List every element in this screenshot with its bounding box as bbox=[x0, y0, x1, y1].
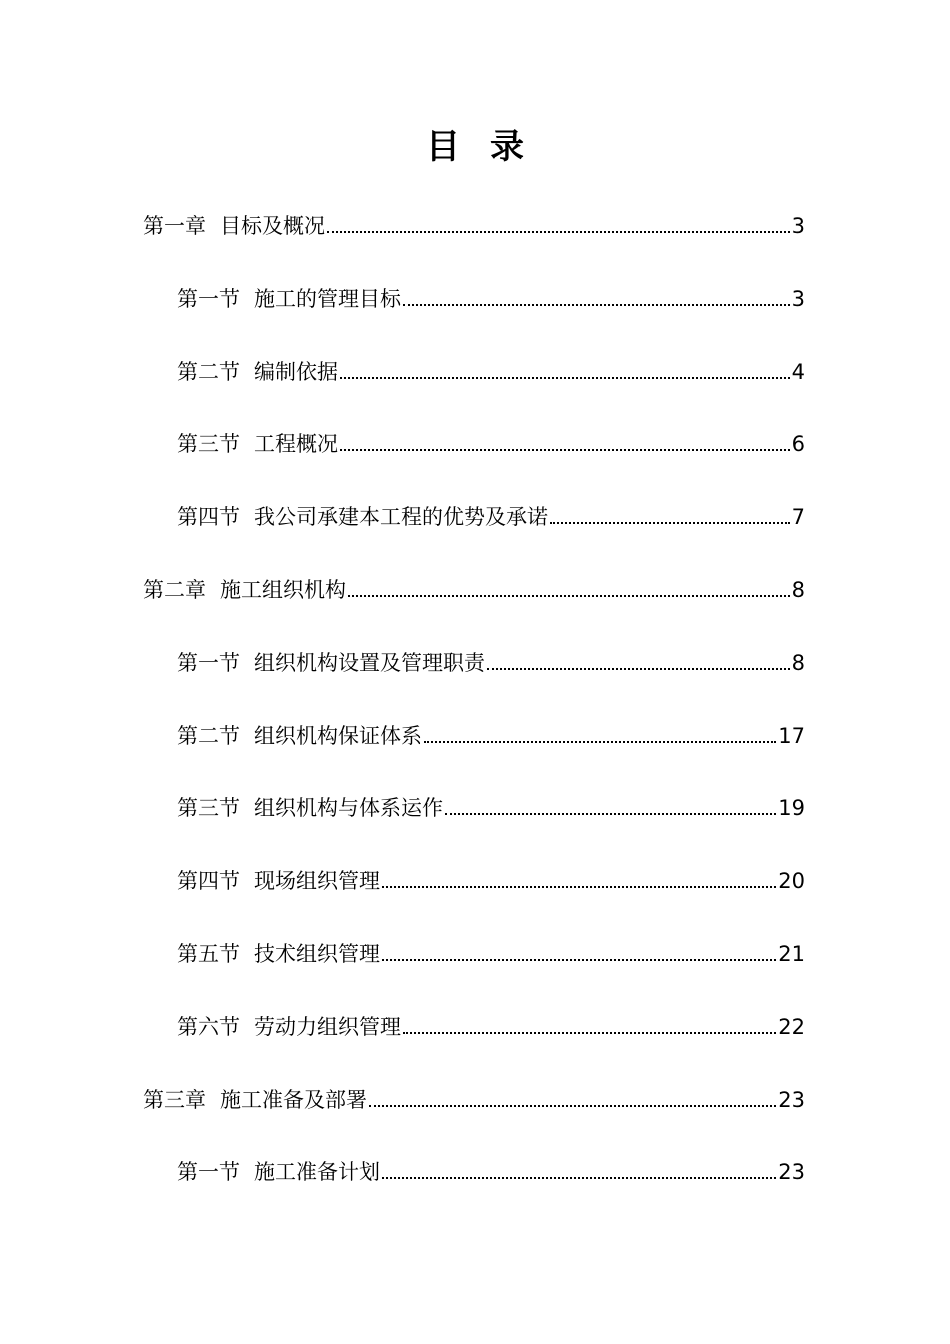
toc-leader-dots bbox=[340, 449, 790, 451]
toc-entry-label bbox=[177, 1158, 380, 1186]
toc-entry-label bbox=[177, 1013, 401, 1041]
toc-page-number: 8 bbox=[791, 650, 805, 675]
toc-leader-dots bbox=[550, 522, 790, 524]
toc-entry-title: 施工组织机构 bbox=[220, 578, 346, 602]
toc-entry-section[interactable] bbox=[177, 491, 805, 531]
toc-page-number: 19 bbox=[778, 796, 805, 821]
title-char-2: 录 bbox=[490, 127, 524, 167]
toc-entry-title: 编制依据 bbox=[254, 359, 338, 384]
toc-entry-section[interactable] bbox=[177, 855, 805, 895]
toc-entry-label bbox=[177, 940, 380, 968]
toc-page-number: 21 bbox=[778, 942, 805, 966]
toc-entry-number: 第四节 bbox=[177, 869, 240, 894]
toc-entry-title: 施工准备计划 bbox=[254, 1160, 380, 1185]
toc-entry-number: 第三章 bbox=[143, 1087, 206, 1112]
toc-entry-title: 现场组织管理 bbox=[254, 869, 380, 894]
toc-entry-title: 工程概况 bbox=[254, 432, 338, 457]
toc-entry-label bbox=[177, 358, 338, 386]
toc-entry-section[interactable] bbox=[177, 637, 805, 677]
toc-entry-title: 组织机构保证体系 bbox=[254, 723, 422, 748]
toc-entry-label bbox=[177, 794, 443, 822]
toc-leader-dots bbox=[445, 813, 776, 815]
toc-leader-dots bbox=[424, 741, 776, 743]
toc-entry-number: 第三节 bbox=[177, 796, 240, 821]
toc-entry-title: 我公司承建本工程的优势及承诺 bbox=[254, 505, 548, 530]
toc-entry-number: 第一章 bbox=[143, 214, 206, 238]
toc-leader-dots bbox=[369, 1105, 776, 1107]
toc-entry-label bbox=[143, 1086, 367, 1114]
toc-entry-title: 施工的管理目标 bbox=[254, 286, 401, 311]
toc-entry-number: 第一节 bbox=[177, 286, 240, 311]
toc-entry-chapter[interactable] bbox=[143, 200, 805, 240]
toc-entry-label bbox=[177, 503, 548, 531]
toc-entry-label bbox=[177, 867, 380, 895]
toc-entry-section[interactable] bbox=[177, 1001, 805, 1041]
toc-page-number: 20 bbox=[778, 869, 805, 894]
toc-leader-dots bbox=[382, 1177, 776, 1179]
toc-leader-dots bbox=[403, 304, 790, 306]
toc-entry-number: 第一节 bbox=[177, 1160, 240, 1185]
toc-page-number: 3 bbox=[791, 286, 805, 311]
toc-entry-title: 目标及概况 bbox=[220, 214, 325, 238]
toc-page-number: 4 bbox=[791, 359, 805, 384]
toc-entry-number: 第四节 bbox=[177, 505, 240, 530]
toc-entry-title: 组织机构与体系运作 bbox=[254, 796, 443, 821]
toc-entry-label bbox=[177, 649, 485, 677]
toc-leader-dots bbox=[487, 668, 790, 670]
toc-page-number: 23 bbox=[778, 1087, 805, 1112]
toc-entry-label bbox=[143, 576, 346, 604]
toc-page-number: 17 bbox=[778, 723, 805, 748]
toc-entry-label bbox=[177, 430, 338, 458]
toc-leader-dots bbox=[348, 595, 790, 597]
toc-entry-number: 第三节 bbox=[177, 432, 240, 457]
toc-entry-number: 第二节 bbox=[177, 359, 240, 384]
toc-entry-section[interactable] bbox=[177, 782, 805, 822]
toc-entry-section[interactable] bbox=[177, 273, 805, 313]
toc-entry-section[interactable] bbox=[177, 418, 805, 458]
toc-entry-title: 施工准备及部署 bbox=[220, 1087, 367, 1112]
toc-entry-chapter[interactable] bbox=[143, 564, 805, 604]
toc-entry-chapter[interactable] bbox=[143, 1074, 805, 1114]
title-char-1: 目 bbox=[426, 127, 460, 167]
toc-leader-dots bbox=[340, 377, 790, 379]
toc-page-number: 3 bbox=[791, 214, 805, 238]
toc-entry-section[interactable] bbox=[177, 928, 805, 968]
toc-leader-dots bbox=[403, 1032, 776, 1034]
toc-entry-label bbox=[143, 212, 325, 240]
toc-entry-section[interactable] bbox=[177, 346, 805, 386]
toc-page-number: 23 bbox=[778, 1160, 805, 1185]
page-title bbox=[0, 122, 950, 172]
toc-entry-label bbox=[177, 722, 422, 750]
toc-entry-label bbox=[177, 285, 401, 313]
toc-entry-number: 第五节 bbox=[177, 942, 240, 966]
toc-entry-title: 组织机构设置及管理职责 bbox=[254, 650, 485, 675]
toc-entry-section[interactable] bbox=[177, 1146, 805, 1186]
toc-entry-title: 技术组织管理 bbox=[254, 942, 380, 966]
toc-entry-number: 第二章 bbox=[143, 578, 206, 602]
toc-page-number: 7 bbox=[791, 505, 805, 530]
toc-page-number: 22 bbox=[778, 1014, 805, 1039]
toc-entry-number: 第六节 bbox=[177, 1014, 240, 1039]
toc-leader-dots bbox=[327, 231, 790, 233]
toc-page-number: 6 bbox=[791, 432, 805, 457]
toc-entry-number: 第二节 bbox=[177, 723, 240, 748]
toc-page-number: 8 bbox=[791, 578, 805, 602]
toc-entry-number: 第一节 bbox=[177, 650, 240, 675]
toc-leader-dots bbox=[382, 959, 776, 961]
toc-leader-dots bbox=[382, 886, 776, 888]
toc-entry-section[interactable] bbox=[177, 710, 805, 750]
toc-entry-title: 劳动力组织管理 bbox=[254, 1014, 401, 1039]
